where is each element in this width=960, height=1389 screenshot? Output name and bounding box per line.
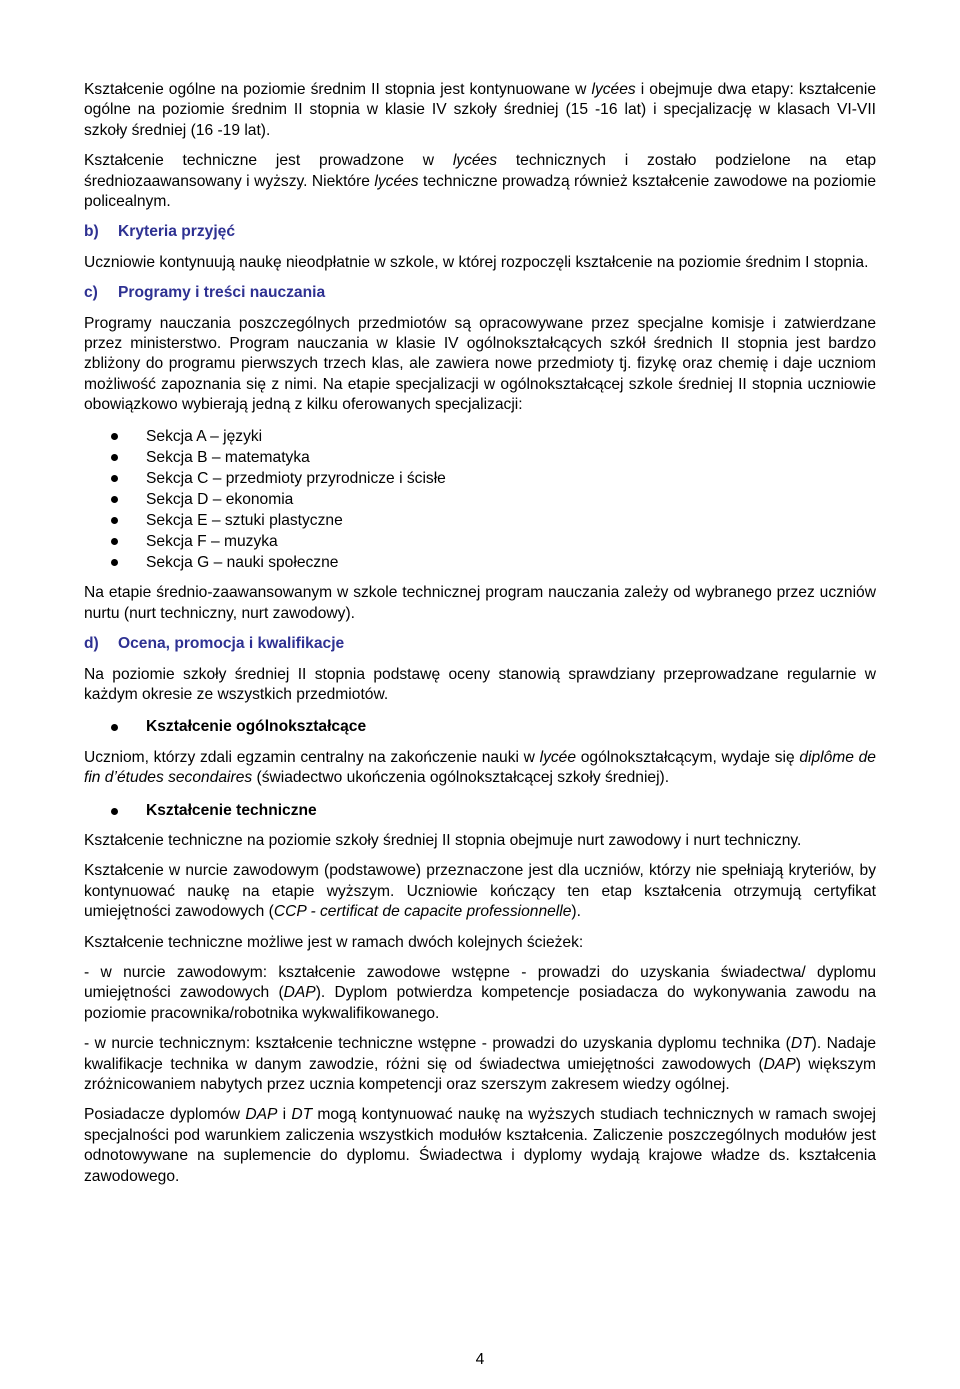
section-heading-admission	[84, 222, 876, 242]
page-number: 4	[475, 1351, 485, 1368]
text-run: technicznych i zostało podzielone na etap średniozaawansowany i wyższy. Niektóre	[84, 152, 876, 190]
text-run-italic: DAP	[245, 1106, 278, 1124]
list-item-label: Sekcja F – muzyka	[146, 533, 278, 551]
bullet-icon	[111, 475, 118, 482]
list-item	[84, 468, 876, 489]
list-item	[84, 489, 876, 510]
text-run: ogólnokształcącym, wydaje się	[576, 748, 800, 766]
text-run-italic: CCP - certificat de capacite professionnelle	[273, 903, 572, 921]
bullet-heading-label: Kształcenie techniczne	[146, 801, 317, 819]
list-item	[84, 447, 876, 468]
list-item-label: Sekcja C – przedmioty przyrodnicze i ścisłe	[146, 469, 446, 487]
section-letter: c)	[84, 284, 98, 302]
section-title: Kryteria przyjęć	[118, 223, 236, 241]
paragraph-diploma-holders	[84, 1105, 876, 1187]
text-run: (świadectwo ukończenia ogólnokształcącej szkoły średniej).	[252, 769, 670, 787]
list-item-label: Sekcja D – ekonomia	[146, 490, 294, 508]
text-run: Uczniom, którzy zdali egzamin centralny na zakończenie nauki w	[84, 748, 540, 766]
list-item	[84, 426, 876, 447]
text-run-italic: DT	[291, 1106, 313, 1124]
bullet-icon	[111, 454, 118, 461]
paragraph-general-diploma	[84, 748, 876, 789]
paragraph-vocational-stream	[84, 861, 876, 922]
text-run-italic: lycées	[452, 152, 498, 170]
bullet-heading-label: Kształcenie ogólnokształcące	[146, 718, 367, 736]
text-run-italic: DT	[790, 1035, 812, 1053]
bullet-icon	[111, 808, 118, 815]
section-heading-assessment	[84, 634, 876, 654]
bullet-icon	[111, 538, 118, 545]
list-item	[84, 552, 876, 573]
text-run: i	[277, 1106, 292, 1124]
bullet-icon	[111, 559, 118, 566]
specialization-list	[84, 426, 876, 574]
text-run: Posiadacze dyplomów	[84, 1106, 246, 1124]
paragraph-general-education	[84, 80, 876, 141]
text-run: ) większym zróżnicowaniem nabytych przez ucznia kompetencji oraz szerszym zakresem wiedzy ogólnej.	[84, 1055, 877, 1094]
text-run: mogą kontynuować naukę na wyższych studiach technicznych w ramach swojej specjalności pod warunkiem zaliczenia wszystkich modułów kształcenia. Zaliczenie poszczególnych modułów jest odnotowywane na suplemencie do dyplomu. Świadectwa i dyplomy wydają krajowe władze ds. kształcenia zawodowego.	[84, 1106, 876, 1185]
bullet-icon	[111, 724, 118, 731]
list-item-label: Sekcja E – sztuki plastyczne	[146, 512, 343, 530]
text-run: techniczne prowadzą również kształcenie zawodowe na poziomie policealnym.	[84, 172, 877, 211]
bullet-heading-technical	[84, 801, 876, 821]
list-item	[84, 531, 876, 552]
list-item-label: Sekcja B – matematyka	[146, 448, 310, 466]
text-run: i obejmuje dwa etapy: kształcenie ogólne na poziomie średnim II stopnia w klasie IV szkoły średniej (15 -16 lat) i specjalizację w klasach VI-VII szkoły średniej (16 -19 lat).	[84, 81, 876, 139]
bullet-icon	[111, 433, 118, 440]
paragraph-technical-program: Na etapie średnio-zaawansowanym w szkole technicznej program nauczania zależy od wybranego przez uczniów nurtu (nurt techniczny, nurt zawodowy).	[84, 584, 876, 622]
paragraph-technical-education	[84, 151, 876, 212]
section-letter: d)	[84, 635, 99, 653]
text-run-italic: lycées	[591, 81, 636, 98]
page-content	[84, 80, 876, 1187]
paragraph-paths-intro: Kształcenie techniczne możliwe jest w ramach dwóch kolejnych ścieżek:	[84, 933, 584, 951]
text-run-italic: lycées	[374, 172, 419, 190]
text-run-italic: DAP	[283, 984, 316, 1002]
text-run: - w nurcie zawodowym: kształcenie zawodowe wstępne - prowadzi do uzyskania świadectwa/ dyplomu umiejętności zawodowych (	[84, 964, 876, 1002]
paragraph-assessment: Na poziomie szkoły średniej II stopnia podstawę oceny stanowią sprawdziany przeprowadzane regularnie w każdym okresie ze wszystkich przedmiotów.	[84, 665, 876, 703]
text-run: - w nurcie technicznym: kształcenie techniczne wstępne - prowadzi do uzyskania dyplomu technika (	[84, 1035, 791, 1053]
text-run: ). Dyplom potwierdza kompetencje posiadacza do wykonywania zawodu na poziomie pracownika/robotnika wykwalifikowanego.	[84, 984, 876, 1022]
paragraph-admission: Uczniowie kontynuują naukę nieodpłatnie w szkole, w której rozpoczęli kształcenie na poziomie średnim I stopnia.	[84, 253, 869, 271]
text-run: ). Nadaje kwalifikacje technika w danym zawodzie, różni się od świadectwa umiejętności zawodowych (	[84, 1035, 876, 1073]
text-run: Kształcenie w nurcie zawodowym (podstawowe) przeznaczone jest dla uczniów, którzy nie spełniają kryteriów, by kontynuować naukę na etapie wyższym. Uczniowie kończący ten etap kształcenia otrzymują certyfikat umiejętności zawodowych (	[84, 862, 876, 921]
section-title: Ocena, promocja i kwalifikacje	[118, 635, 345, 653]
section-heading-curriculum	[84, 283, 876, 303]
bullet-heading-general	[84, 717, 876, 737]
text-run-italic: diplôme de fin d’études secondaires	[84, 748, 876, 787]
paragraph-curriculum: Programy nauczania poszczególnych przedmiotów są opracowywane przez specjalne komisje i zatwierdzane przez ministerstwo. Program nauczania w klasie IV ogólnokształcących szkół średnich II stopnia jest bardzo zbliżony do programu pierwszych trzech klas, ale zawiera nowe przedmioty tj. fizykę oraz chemię i daje uczniom możliwość zapoznania się z nimi. Na etapie specjalizacji w ogólnokształcącej szkole średniej II stopnia uczniowie obowiązkowo wybierają jedną z kilku oferowanych specjalizacji:	[84, 314, 876, 414]
paragraph-vocational-path	[84, 963, 876, 1024]
text-run-italic: DAP	[763, 1055, 796, 1073]
bullet-icon	[111, 496, 118, 503]
paragraph-technical-streams: Kształcenie techniczne na poziomie szkoły średniej II stopnia obejmuje nurt zawodowy i nurt techniczny.	[84, 832, 802, 849]
list-item-label: Sekcja G – nauki społeczne	[146, 554, 339, 572]
text-run: Kształcenie ogólne na poziomie średnim II stopnia jest kontynuowane w	[84, 81, 592, 98]
list-item-label: Sekcja A – języki	[146, 427, 263, 445]
text-run: Kształcenie techniczne jest prowadzone w	[84, 152, 453, 170]
bullet-icon	[111, 517, 118, 524]
text-run-italic: lycée	[539, 748, 577, 766]
paragraph-technical-path	[84, 1034, 876, 1095]
list-item	[84, 510, 876, 531]
text-run: ).	[571, 903, 581, 921]
section-title: Programy i treści nauczania	[118, 284, 326, 302]
section-letter: b)	[84, 223, 99, 241]
